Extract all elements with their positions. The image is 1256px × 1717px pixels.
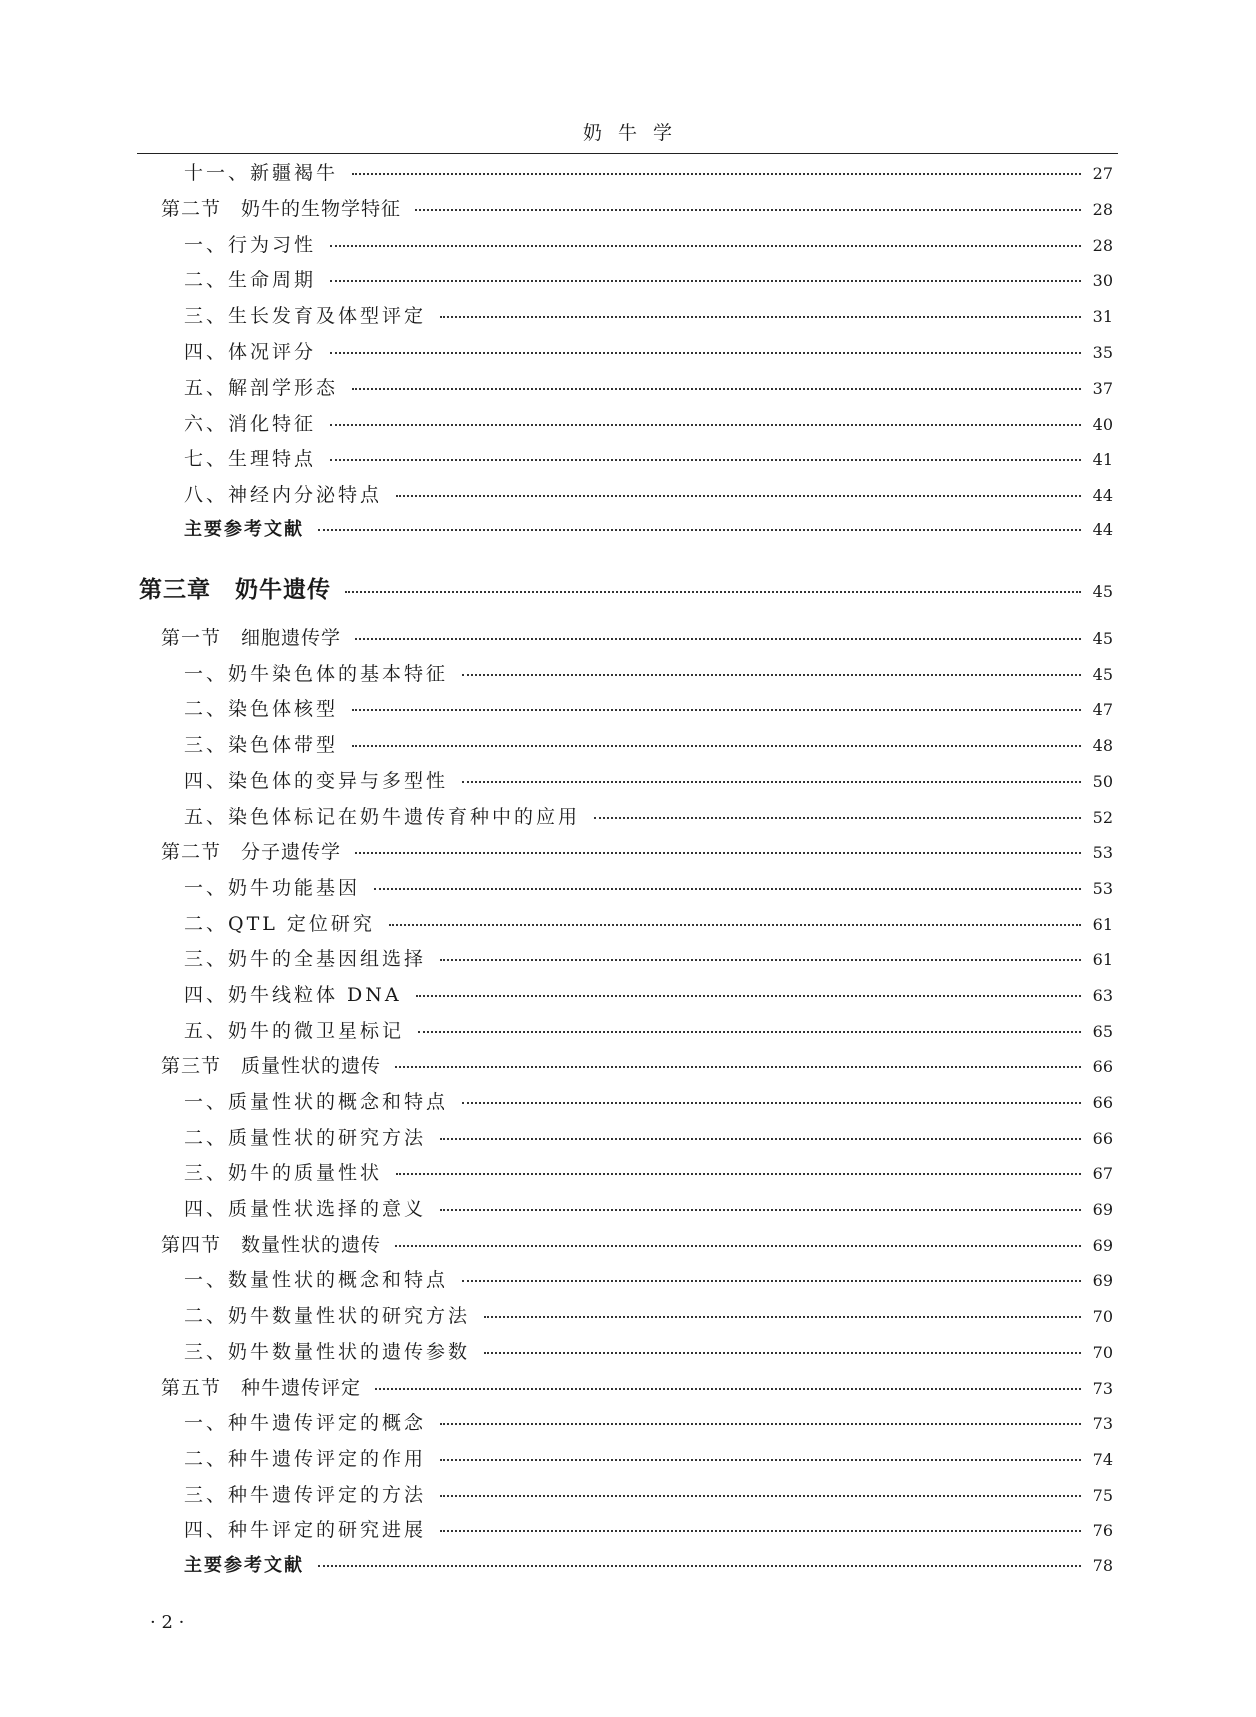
toc-entry-page: 35 <box>1092 343 1113 362</box>
toc-entry-page: 53 <box>1092 843 1113 862</box>
toc-leader-dots <box>330 245 1081 247</box>
toc-entry-item <box>184 158 1113 188</box>
toc-leader-dots <box>355 638 1081 640</box>
toc-entry-label: 六、消化特征 <box>184 413 317 435</box>
toc-entry-ref <box>184 515 1113 545</box>
toc-leader-dots <box>375 1388 1081 1390</box>
toc-entry-label: 四、质量性状选择的意义 <box>184 1198 427 1220</box>
toc-leader-dots <box>440 316 1081 318</box>
toc-entry-ref <box>184 1551 1113 1581</box>
toc-entry-page: 53 <box>1092 879 1113 898</box>
toc-entry-page: 67 <box>1092 1164 1113 1183</box>
toc-entry-page: 28 <box>1092 200 1113 219</box>
toc-entry-label: 三、生长发育及体型评定 <box>184 305 427 327</box>
toc-leader-dots <box>395 1245 1081 1247</box>
toc-entry-item <box>184 1480 1113 1510</box>
toc-entry-label: 二、质量性状的研究方法 <box>184 1127 427 1149</box>
toc-leader-dots <box>352 745 1081 747</box>
toc-entry-label: 二、生命周期 <box>184 269 317 291</box>
toc-entry-page: 31 <box>1092 307 1113 326</box>
toc-entry-label: 二、染色体核型 <box>184 698 339 720</box>
toc-entry-item <box>184 659 1113 689</box>
toc-entry-label: 一、行为习性 <box>184 234 317 256</box>
toc-leader-dots <box>484 1352 1081 1354</box>
toc-entry-page: 30 <box>1092 271 1113 290</box>
toc-entry-chapter <box>139 571 1113 601</box>
toc-entry-page: 74 <box>1092 1450 1113 1469</box>
toc-leader-dots <box>416 995 1081 997</box>
toc-leader-dots <box>440 1423 1081 1425</box>
toc-entry-page: 40 <box>1092 415 1113 434</box>
toc-entry-item <box>184 1444 1113 1474</box>
toc-leader-dots <box>440 1530 1081 1532</box>
toc-leader-dots <box>440 1138 1081 1140</box>
toc-entry-label: 第三节 质量性状的遗传 <box>161 1055 382 1077</box>
toc-entry-item <box>184 1016 1113 1046</box>
toc-entry-section <box>161 1051 1113 1081</box>
header-rule <box>137 153 1118 154</box>
toc-entry-item <box>184 1337 1113 1367</box>
toc-entry-label: 四、体况评分 <box>184 341 317 363</box>
toc-entry-item <box>184 409 1113 439</box>
toc-leader-dots <box>415 209 1081 211</box>
toc-entry-item <box>184 1087 1113 1117</box>
toc-entry-page: 76 <box>1092 1521 1113 1540</box>
toc-entry-item <box>184 730 1113 760</box>
toc-entry-page: 27 <box>1092 164 1113 183</box>
toc-entry-page: 47 <box>1092 700 1113 719</box>
toc-entry-item <box>184 980 1113 1010</box>
toc-leader-dots <box>330 280 1081 282</box>
toc-entry-label: 三、染色体带型 <box>184 734 339 756</box>
toc-leader-dots <box>352 388 1081 390</box>
toc-entry-page: 52 <box>1092 808 1113 827</box>
toc-entry-page: 70 <box>1092 1343 1113 1362</box>
toc-entry-label: 四、种牛评定的研究进展 <box>184 1519 427 1541</box>
toc-entry-label: 八、神经内分泌特点 <box>184 484 383 506</box>
toc-entry-page: 48 <box>1092 736 1113 755</box>
toc-leader-dots <box>330 352 1081 354</box>
toc-entry-label: 第四节 数量性状的遗传 <box>161 1234 382 1256</box>
toc-leader-dots <box>355 852 1081 854</box>
toc-entry-item <box>184 265 1113 295</box>
toc-leader-dots <box>594 817 1081 819</box>
toc-entry-label: 主要参考文献 <box>184 519 304 540</box>
toc-entry-page: 78 <box>1092 1556 1113 1575</box>
toc-entry-label: 四、染色体的变异与多型性 <box>184 770 449 792</box>
toc-entry-page: 66 <box>1092 1093 1113 1112</box>
toc-entry-label: 第二节 奶牛的生物学特征 <box>161 198 402 220</box>
toc-leader-dots <box>440 1459 1081 1461</box>
toc-entry-label: 五、染色体标记在奶牛遗传育种中的应用 <box>184 806 581 828</box>
toc-entry-label: 一、质量性状的概念和特点 <box>184 1091 449 1113</box>
toc-entry-item <box>184 373 1113 403</box>
toc-entry-item <box>184 1123 1113 1153</box>
toc-entry-page: 50 <box>1092 772 1113 791</box>
toc-entry-page: 69 <box>1092 1236 1113 1255</box>
toc-entry-label: 一、奶牛染色体的基本特征 <box>184 663 449 685</box>
toc-entry-label: 十一、新疆褐牛 <box>184 162 339 184</box>
toc-entry-page: 73 <box>1092 1414 1113 1433</box>
toc-entry-item <box>184 1194 1113 1224</box>
toc-leader-dots <box>318 1565 1081 1567</box>
toc-entry-page: 37 <box>1092 379 1113 398</box>
toc-leader-dots <box>389 924 1081 926</box>
toc-leader-dots <box>345 591 1081 593</box>
toc-entry-label: 三、奶牛数量性状的遗传参数 <box>184 1341 471 1363</box>
toc-entry-section <box>161 1373 1113 1403</box>
toc-leader-dots <box>418 1031 1081 1033</box>
toc-entry-page: 45 <box>1092 665 1113 684</box>
toc-leader-dots <box>462 1102 1081 1104</box>
toc-entry-item <box>184 301 1113 331</box>
toc-entry-label: 三、种牛遗传评定的方法 <box>184 1484 427 1506</box>
toc-leader-dots <box>396 1173 1081 1175</box>
toc-entry-label: 一、种牛遗传评定的概念 <box>184 1412 427 1434</box>
toc-leader-dots <box>440 1495 1081 1497</box>
toc-entry-item <box>184 694 1113 724</box>
toc-leader-dots <box>374 888 1081 890</box>
toc-entry-item <box>184 909 1113 939</box>
toc-entry-page: 66 <box>1092 1129 1113 1148</box>
toc-leader-dots <box>330 459 1081 461</box>
toc-entry-page: 75 <box>1092 1486 1113 1505</box>
toc-entry-page: 44 <box>1092 520 1113 539</box>
toc-entry-page: 66 <box>1092 1057 1113 1076</box>
toc-leader-dots <box>462 674 1081 676</box>
toc-entry-item <box>184 766 1113 796</box>
toc-entry-item <box>184 873 1113 903</box>
toc-leader-dots <box>352 173 1081 175</box>
toc-leader-dots <box>484 1316 1081 1318</box>
toc-entry-page: 28 <box>1092 236 1113 255</box>
toc-entry-label: 二、种牛遗传评定的作用 <box>184 1448 427 1470</box>
toc-entry-label: 第五节 种牛遗传评定 <box>161 1377 362 1399</box>
toc-leader-dots <box>395 1066 1081 1068</box>
toc-entry-item <box>184 1408 1113 1438</box>
toc-leader-dots <box>462 781 1081 783</box>
toc-entry-section <box>161 1230 1113 1260</box>
toc-leader-dots <box>318 529 1081 531</box>
page-number: · 2 · <box>150 1612 185 1633</box>
toc-entry-item <box>184 444 1113 474</box>
toc-leader-dots <box>330 424 1081 426</box>
toc-entry-page: 41 <box>1092 450 1113 469</box>
toc-entry-section <box>161 194 1113 224</box>
toc-entry-label: 主要参考文献 <box>184 1555 304 1576</box>
toc-entry-page: 45 <box>1092 629 1113 648</box>
toc-entry-label: 二、QTL 定位研究 <box>184 913 375 935</box>
toc-entry-page: 69 <box>1092 1271 1113 1290</box>
toc-entry-page: 69 <box>1092 1200 1113 1219</box>
toc-entry-page: 70 <box>1092 1307 1113 1326</box>
toc-leader-dots <box>462 1280 1081 1282</box>
toc-entry-label: 五、解剖学形态 <box>184 377 339 399</box>
toc-leader-dots <box>440 1209 1081 1211</box>
toc-entry-item <box>184 337 1113 367</box>
toc-entry-label: 一、奶牛功能基因 <box>184 877 361 899</box>
toc-entry-label: 第二节 分子遗传学 <box>161 841 342 863</box>
toc-entry-item <box>184 1515 1113 1545</box>
toc-entry-page: 61 <box>1092 950 1113 969</box>
toc-entry-section <box>161 623 1113 653</box>
toc-entry-label: 三、奶牛的全基因组选择 <box>184 948 427 970</box>
toc-leader-dots <box>396 495 1081 497</box>
toc-entry-section <box>161 837 1113 867</box>
toc-entry-page: 44 <box>1092 486 1113 505</box>
toc-entry-item <box>184 802 1113 832</box>
toc-entry-page: 63 <box>1092 986 1113 1005</box>
toc-leader-dots <box>352 709 1081 711</box>
toc-entry-item <box>184 1158 1113 1188</box>
toc-entry-page: 73 <box>1092 1379 1113 1398</box>
toc-entry-item <box>184 1265 1113 1295</box>
toc-leader-dots <box>440 959 1081 961</box>
toc-entry-page: 61 <box>1092 915 1113 934</box>
toc-entry-item <box>184 480 1113 510</box>
toc-entry-page: 65 <box>1092 1022 1113 1041</box>
toc-entry-item <box>184 230 1113 260</box>
toc-entry-label: 三、奶牛的质量性状 <box>184 1162 383 1184</box>
toc-entry-label: 二、奶牛数量性状的研究方法 <box>184 1305 471 1327</box>
page-header-title: 奶牛学 <box>582 122 688 144</box>
toc-entry-label: 七、生理特点 <box>184 448 317 470</box>
toc-entry-label: 四、奶牛线粒体 DNA <box>184 984 402 1006</box>
toc-entry-item <box>184 944 1113 974</box>
toc-entry-page: 45 <box>1092 582 1113 601</box>
toc-entry-label: 五、奶牛的微卫星标记 <box>184 1020 405 1042</box>
toc-entry-label: 一、数量性状的概念和特点 <box>184 1269 449 1291</box>
toc-entry-item <box>184 1301 1113 1331</box>
toc-entry-label: 第一节 细胞遗传学 <box>161 627 342 649</box>
toc-entry-label: 第三章 奶牛遗传 <box>139 577 331 603</box>
